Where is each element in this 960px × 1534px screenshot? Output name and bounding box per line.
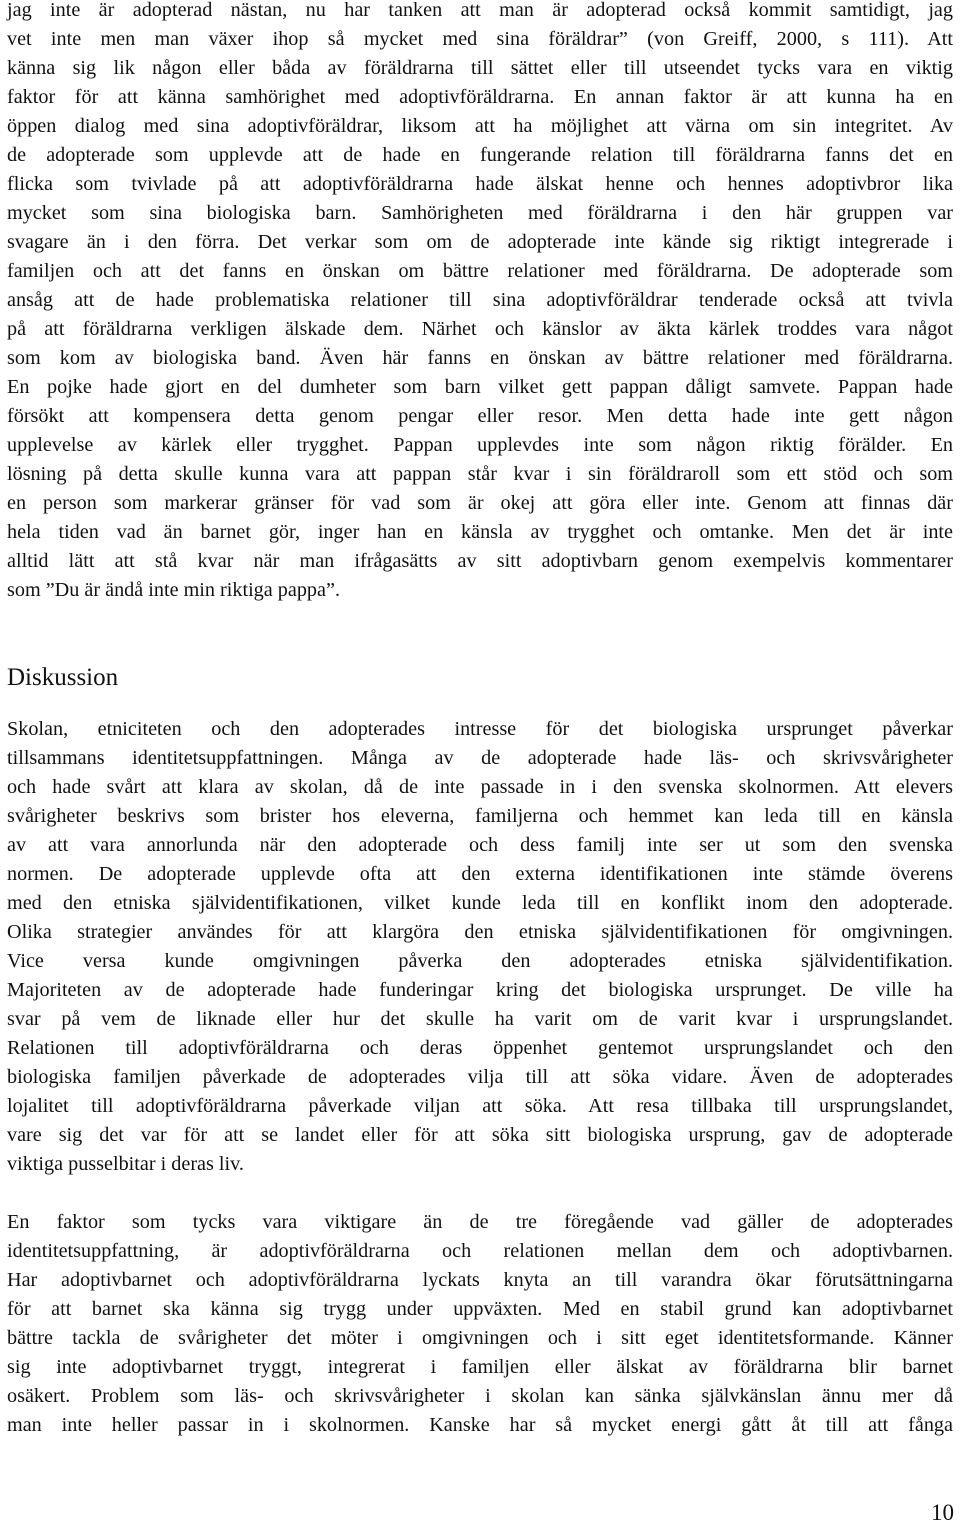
text-line: mycket som sina biologiska barn. Samhörigheten med föräldrarna i den här gruppen var: [7, 202, 953, 224]
text-line: lojalitet till adoptivföräldrarna påverkade viljan att söka. Att resa tillbaka till ursprungslandet,: [7, 1095, 953, 1117]
text-line: på att föräldrarna verkligen älskade dem. Närhet och känslor av äkta kärlek troddes vara något: [7, 318, 953, 340]
text-line: de adopterade som upplevde att de hade en fungerande relation till föräldrarna fanns det en: [7, 144, 953, 166]
paragraph: [7, 715, 953, 1179]
page-number: 10: [931, 1500, 954, 1525]
text-line: svårigheter beskrivs som brister hos eleverna, familjerna och hemmet kan leda till en känsla: [7, 805, 953, 827]
text-line: Skolan, etniciteten och den adopterades intresse för det biologiska ursprunget påverkar: [7, 718, 953, 740]
text-line: försökt att kompensera detta genom pengar eller resor. Men detta hade inte gett någon: [7, 405, 953, 427]
text-line: viktiga pusselbitar i deras liv.: [7, 1153, 244, 1175]
text-line: svar på vem de liknade eller hur det skulle ha varit om de varit kvar i ursprungslandet.: [7, 1008, 953, 1030]
text-line: vet inte men man växer ihop så mycket med sina föräldrar” (von Greiff, 2000, s 111). Att: [7, 28, 953, 50]
text-line: bättre tackla de svårigheter det möter i omgivningen och i sitt eget identitetsformande. Känner: [7, 1327, 953, 1349]
text-line: som ”Du är ändå inte min riktiga pappa”.: [7, 579, 340, 601]
text-line: osäkert. Problem som läs- och skrivsvårigheter i skolan kan sänka självkänslan ännu mer då: [7, 1385, 953, 1407]
text-line: flicka som tvivlade på att adoptivföräldrarna hade älskat henne och hennes adoptivbror lika: [7, 173, 953, 195]
paragraph: [7, 0, 953, 605]
text-line: jag inte är adopterad nästan, nu har tanken att man är adopterad också kommit samtidigt, jag: [7, 0, 953, 21]
text-line: faktor för att känna samhörighet med adoptivföräldrarna. En annan faktor är att kunna ha en: [7, 86, 953, 108]
text-line: med den etniska självidentifikationen, vilket kunde leda till en konflikt inom den adopterade.: [7, 892, 953, 914]
text-line: En pojke hade gjort en del dumheter som barn vilket gett pappan dåligt samvete. Pappan hade: [7, 376, 953, 398]
text-line: känna sig lik någon eller båda av föräldrarna till sättet eller till utseendet tycks vara en viktig: [7, 57, 953, 79]
text-line: sig inte adoptivbarnet tryggt, integrerat i familjen eller älskat av föräldrarna blir barnet: [7, 1356, 953, 1378]
text-line: lösning på detta skulle kunna vara att pappan står kvar i sin föräldraroll som ett stöd och som: [7, 463, 953, 485]
text-line: identitetsuppfattning, är adoptivföräldrarna och relationen mellan dem och adoptivbarnen.: [7, 1240, 953, 1262]
text-line: En faktor som tycks vara viktigare än de tre föregående vad gäller de adopterades: [7, 1211, 953, 1233]
text-line: upplevelse av kärlek eller trygghet. Pappan upplevdes inte som någon riktig förälder. En: [7, 434, 953, 456]
text-line: vare sig det var för att se landet eller för att söka sitt biologiska ursprung, gav de adopterade: [7, 1124, 953, 1146]
text-line: öppen dialog med sina adoptivföräldrar, liksom att ha möjlighet att värna om sin integritet. Av: [7, 115, 953, 137]
text-line: Vice versa kunde omgivningen påverka den adopterades etniska självidentifikation.: [7, 950, 953, 972]
text-line: familjen och att det fanns en önskan om bättre relationer med föräldrarna. De adopterade som: [7, 260, 953, 282]
section-heading: Diskussion: [7, 664, 119, 691]
text-line: tillsammans identitetsuppfattningen. Många av de adopterade hade läs- och skrivsvårigheter: [7, 747, 953, 769]
text-line: man inte heller passar in i skolnormen. Kanske har så mycket energi gått åt till att fånga: [7, 1414, 953, 1436]
text-line: Majoriteten av de adopterade hade funderingar kring det biologiska ursprunget. De ville ha: [7, 979, 953, 1001]
text-line: hela tiden vad än barnet gör, inger han en känsla av trygghet och omtanke. Men det är inte: [7, 521, 953, 543]
text-line: alltid lätt att stå kvar när man ifrågasätts av sitt adoptivbarn genom exempelvis kommentarer: [7, 550, 953, 572]
text-line: Har adoptivbarnet och adoptivföräldrarna lyckats knyta an till varandra ökar förutsättningarna: [7, 1269, 953, 1291]
text-line: svagare än i den förra. Det verkar som om de adopterade inte kände sig riktigt integrerade i: [7, 231, 953, 253]
text-line: en person som markerar gränser för vad som är okej att göra eller inte. Genom att finnas där: [7, 492, 953, 514]
text-line: och hade svårt att klara av skolan, då de inte passade in i den svenska skolnormen. Att elevers: [7, 776, 953, 798]
text-line: biologiska familjen påverkade de adopterades vilja till att söka vidare. Även de adopterades: [7, 1066, 953, 1088]
text-line: ansåg att de hade problematiska relationer till sina adoptivföräldrar tenderade också att tvivla: [7, 289, 953, 311]
text-line: normen. De adopterade upplevde ofta att den externa identifikationen inte stämde överens: [7, 863, 953, 885]
document-page: [7, 0, 953, 1440]
paragraph: [7, 1208, 953, 1440]
text-line: Olika strategier användes för att klargöra den etniska självidentifikationen för omgivningen.: [7, 921, 953, 943]
text-line: för att barnet ska känna sig trygg under uppväxten. Med en stabil grund kan adoptivbarnet: [7, 1298, 953, 1320]
text-line: som kom av biologiska band. Även här fanns en önskan av bättre relationer med föräldrarna.: [7, 347, 953, 369]
text-line: Relationen till adoptivföräldrarna och deras öppenhet gentemot ursprungslandet och den: [7, 1037, 953, 1059]
text-line: av att vara annorlunda när den adopterade och dess familj inte ser ut som den svenska: [7, 834, 953, 856]
